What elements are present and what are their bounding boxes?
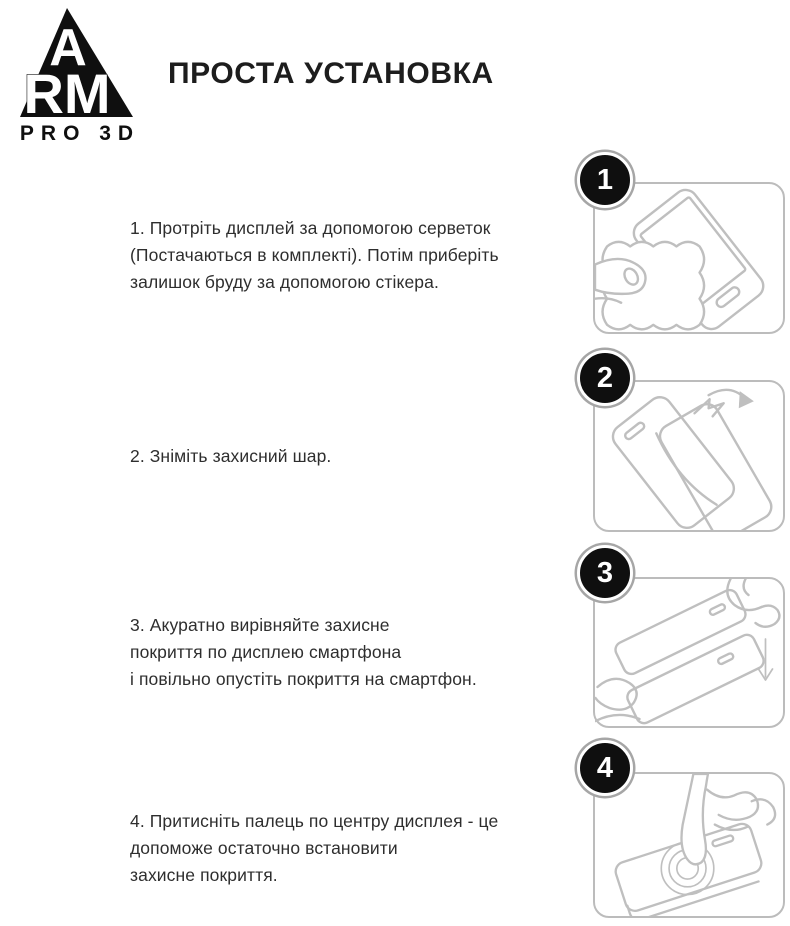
logo-letters-rm: RM [23,62,111,125]
step-4-badge [577,740,633,796]
peel-arrow-line [709,390,745,398]
lower-thumb [596,679,637,710]
step-4-line-1: 4. Притисніть палець по центру дисплея - це [130,811,499,831]
step-1-line-2: (Постачаються в комплекті). Потім приберіть [130,245,499,265]
wipe-display-illustration [595,184,783,332]
step-4-line-2: допоможе остаточно встановити [130,838,398,858]
lower-palm [596,715,640,721]
step-1-figure-box [593,182,785,334]
page-title: ПРОСТА УСТАНОВКА [168,57,494,90]
curled-fingers [707,790,758,820]
logo-letter-a: A [49,19,87,77]
step-2-figure-box [593,380,785,532]
peel-arrow-head [739,391,754,408]
step-2-number: 2 [596,361,614,394]
step-1-instructions [130,215,605,296]
step-3-number: 3 [596,556,614,589]
step-2-badge [577,350,633,406]
step-1-line-1: 1. Протріть дисплей за допомогою серветок [130,218,491,238]
step-4-line-3: захисне покриття. [130,865,278,885]
peel-layer-illustration [595,382,783,530]
step-2-instructions [130,443,605,470]
step-3-line-2: покриття по дисплею смартфона [130,642,402,662]
step-1-badge [577,152,633,208]
step-1-line-3: залишок бруду за допомогою стікера. [130,272,439,292]
step-3-badge [577,545,633,601]
step-1-number: 1 [596,163,614,196]
logo-subtitle: PRO 3D [19,122,141,145]
step-4-number: 4 [596,751,614,784]
step-3-line-3: і повільно опустіть покриття на смартфон. [130,669,477,689]
align-protector-illustration [595,579,783,726]
arm-pro-3d-logo [15,5,150,145]
film-curl-line [656,433,716,504]
pressing-finger [681,774,707,864]
step-2-line-1: 2. Зніміть захисний шар. [130,446,332,466]
step-3-line-1: 3. Акуратно вирівняйте захисне [130,615,390,635]
step-4-instructions [130,808,605,889]
press-center-illustration [595,774,783,916]
step-3-figure-box [593,577,785,728]
step-3-instructions [130,612,605,693]
step-4-figure-box [593,772,785,918]
